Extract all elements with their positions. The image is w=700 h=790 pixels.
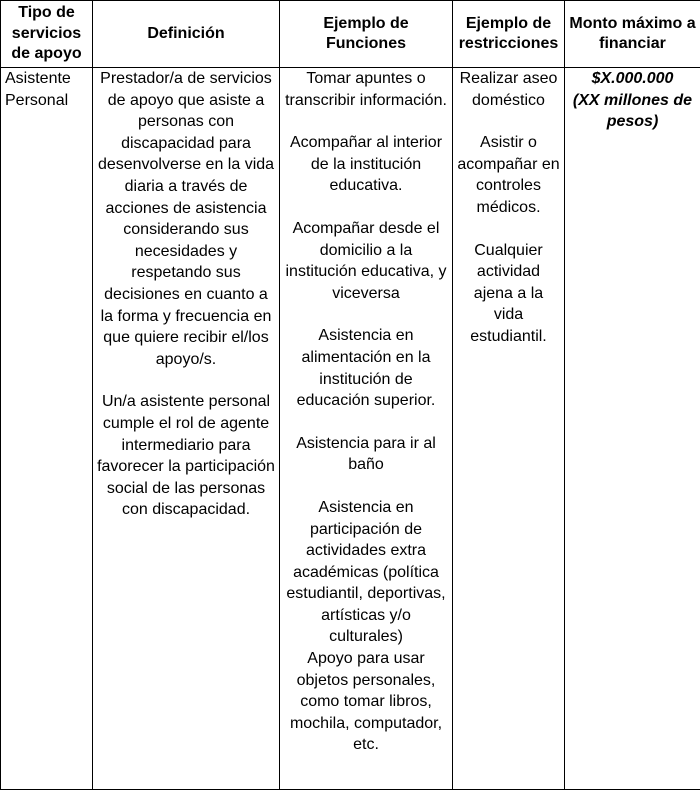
header-row [1,1,700,68]
funcion-6: Asistencia en participación de actividades extra académicas (política estudiantil, deportivas, artísticas y/o culturales) [286,498,446,646]
funcion-3: Acompañar desde el domicilio a la institución educativa, y viceversa [285,219,447,302]
funcion-1: Tomar apuntes o transcribir información. [285,70,447,109]
restriccion-2: Asistir o acompañar en controles médicos. [457,134,560,216]
definicion-paragraph-1: Prestador/a de servicios de apoyo que asiste a personas con discapacidad para desenvolverse en la vida diaria a través de acciones de asistencia considerando sus necesidades y respetando sus decisiones en cuanto a la forma y frecuencia en que quiere recibir el/los apoyo/s. [97,70,275,368]
table-row [1,68,700,790]
funcion-2: Acompañar al interior de la institución educativa. [289,134,443,195]
cell-monto [565,68,700,790]
monto-amount: $X.000.000 [591,70,674,87]
header-restricciones: Ejemplo de restricciones [453,1,565,68]
cell-tipo [1,68,93,790]
cell-funciones [280,68,453,790]
funcion-5: Asistencia para ir al baño [296,434,436,474]
header-definicion: Definición [93,1,280,68]
cell-definicion [93,68,280,790]
header-tipo: Tipo de servicios de apoyo [1,1,93,68]
definicion-paragraph-2: Un/a asistente personal cumple el rol de agente intermediario para favorecer la participación social de las personas con discapacidad. [97,393,275,519]
header-monto: Monto máximo a financiar [565,1,700,68]
funcion-7: Apoyo para usar objetos personales, como tomar libros, mochila, computador, etc. [289,650,443,754]
restriccion-1: Realizar aseo doméstico [459,70,558,109]
tipo-text: Asistente Personal [5,70,71,109]
cell-restricciones [453,68,565,790]
restriccion-3: Cualquier actividad ajena a la vida estudiantil. [470,241,547,345]
monto-words: (XX millones de pesos) [572,91,693,131]
header-funciones: Ejemplo de Funciones [280,1,453,68]
funcion-4: Asistencia en alimentación en la institución de educación superior. [296,327,436,410]
